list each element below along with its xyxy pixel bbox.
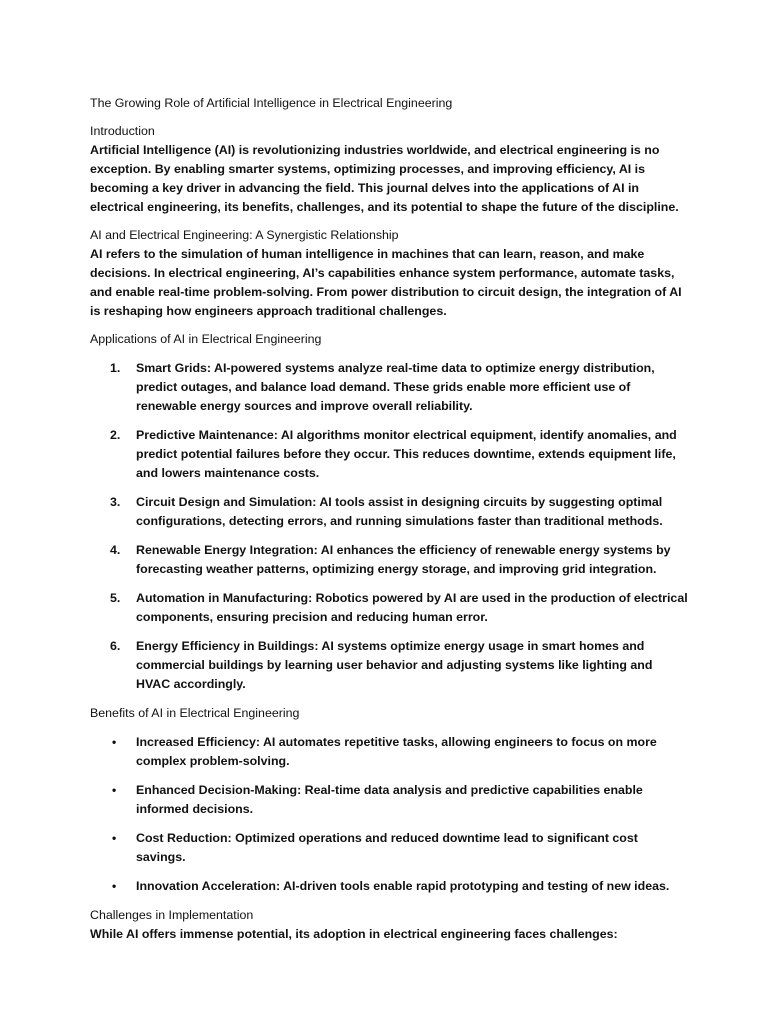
synergy-heading: AI and Electrical Engineering: A Synergistic Relationship xyxy=(90,228,399,242)
bullet-icon: • xyxy=(112,735,117,749)
intro-heading: Introduction xyxy=(90,124,155,138)
challenges-heading: Challenges in Implementation xyxy=(90,908,254,922)
list-item-text: Renewable Energy Integration: AI enhances the efficiency of renewable energy systems by forecasting weather patterns, optimizing energy storage, and improving grid integration. xyxy=(136,543,671,576)
list-number: 4. xyxy=(110,543,121,557)
benefits-heading: Benefits of AI in Electrical Engineering xyxy=(90,706,300,720)
intro-paragraph: Artificial Intelligence (AI) is revolutionizing industries worldwide, and electrical engineering is no exception. By enabling smarter systems, optimizing processes, and improving efficiency, AI is becoming a key driver in advancing the field. This journal delves into the applications of AI in electrical engineering, its benefits, challenges, and its potential to shape the future of the discipline. xyxy=(90,143,679,214)
challenges-paragraph: While AI offers immense potential, its adoption in electrical engineering faces challenges: xyxy=(90,927,618,941)
bullet-icon: • xyxy=(112,831,117,845)
document-title: The Growing Role of Artificial Intelligence in Electrical Engineering xyxy=(90,96,453,110)
list-item-text: Predictive Maintenance: AI algorithms monitor electrical equipment, identify anomalies, and predict potential failures before they occur. This reduces downtime, extends equipment life, and lowers maintenance costs. xyxy=(136,428,677,480)
list-item xyxy=(90,637,688,694)
list-item-text: Cost Reduction: Optimized operations and reduced downtime lead to significant cost savings. xyxy=(136,831,638,864)
list-item-text: Enhanced Decision-Making: Real-time data analysis and predictive capabilities enable informed decisions. xyxy=(136,783,643,816)
list-item xyxy=(90,426,688,483)
list-item-text: Smart Grids: AI-powered systems analyze real-time data to optimize energy distribution, predict outages, and balance load demand. These grids enable more efficient use of renewable energy sources and improve overall reliability. xyxy=(136,361,655,413)
list-item xyxy=(90,781,688,819)
bullet-icon: • xyxy=(112,783,117,797)
applications-heading: Applications of AI in Electrical Engineering xyxy=(90,332,322,346)
list-number: 2. xyxy=(110,428,121,442)
list-item xyxy=(90,733,688,771)
list-item-text: Increased Efficiency: AI automates repetitive tasks, allowing engineers to focus on more complex problem-solving. xyxy=(136,735,657,768)
list-number: 5. xyxy=(110,591,121,605)
list-number: 1. xyxy=(110,361,121,375)
list-item xyxy=(90,541,688,579)
list-number: 6. xyxy=(110,639,121,653)
synergy-paragraph: AI refers to the simulation of human intelligence in machines that can learn, reason, and make decisions. In electrical engineering, AI’s capabilities enhance system performance, automate tasks, and enable real-time problem-solving. From power distribution to circuit design, the integration of AI is reshaping how engineers approach traditional challenges. xyxy=(90,247,682,318)
applications-list xyxy=(90,359,688,694)
list-item-text: Automation in Manufacturing: Robotics powered by AI are used in the production of electrical components, ensuring precision and reducing human error. xyxy=(136,591,688,624)
list-item xyxy=(90,589,688,627)
bullet-icon: • xyxy=(112,879,117,893)
list-item-text: Innovation Acceleration: AI-driven tools enable rapid prototyping and testing of new ideas. xyxy=(136,879,670,893)
list-item xyxy=(90,493,688,531)
list-item xyxy=(90,877,688,896)
list-item xyxy=(90,829,688,867)
list-item-text: Energy Efficiency in Buildings: AI systems optimize energy usage in smart homes and commercial buildings by learning user behavior and adjusting systems like lighting and HVAC accordingly. xyxy=(136,639,653,691)
list-item-text: Circuit Design and Simulation: AI tools assist in designing circuits by suggesting optimal configurations, detecting errors, and running simulations faster than traditional methods. xyxy=(136,495,663,528)
list-item xyxy=(90,359,688,416)
list-number: 3. xyxy=(110,495,121,509)
benefits-list xyxy=(90,733,688,896)
